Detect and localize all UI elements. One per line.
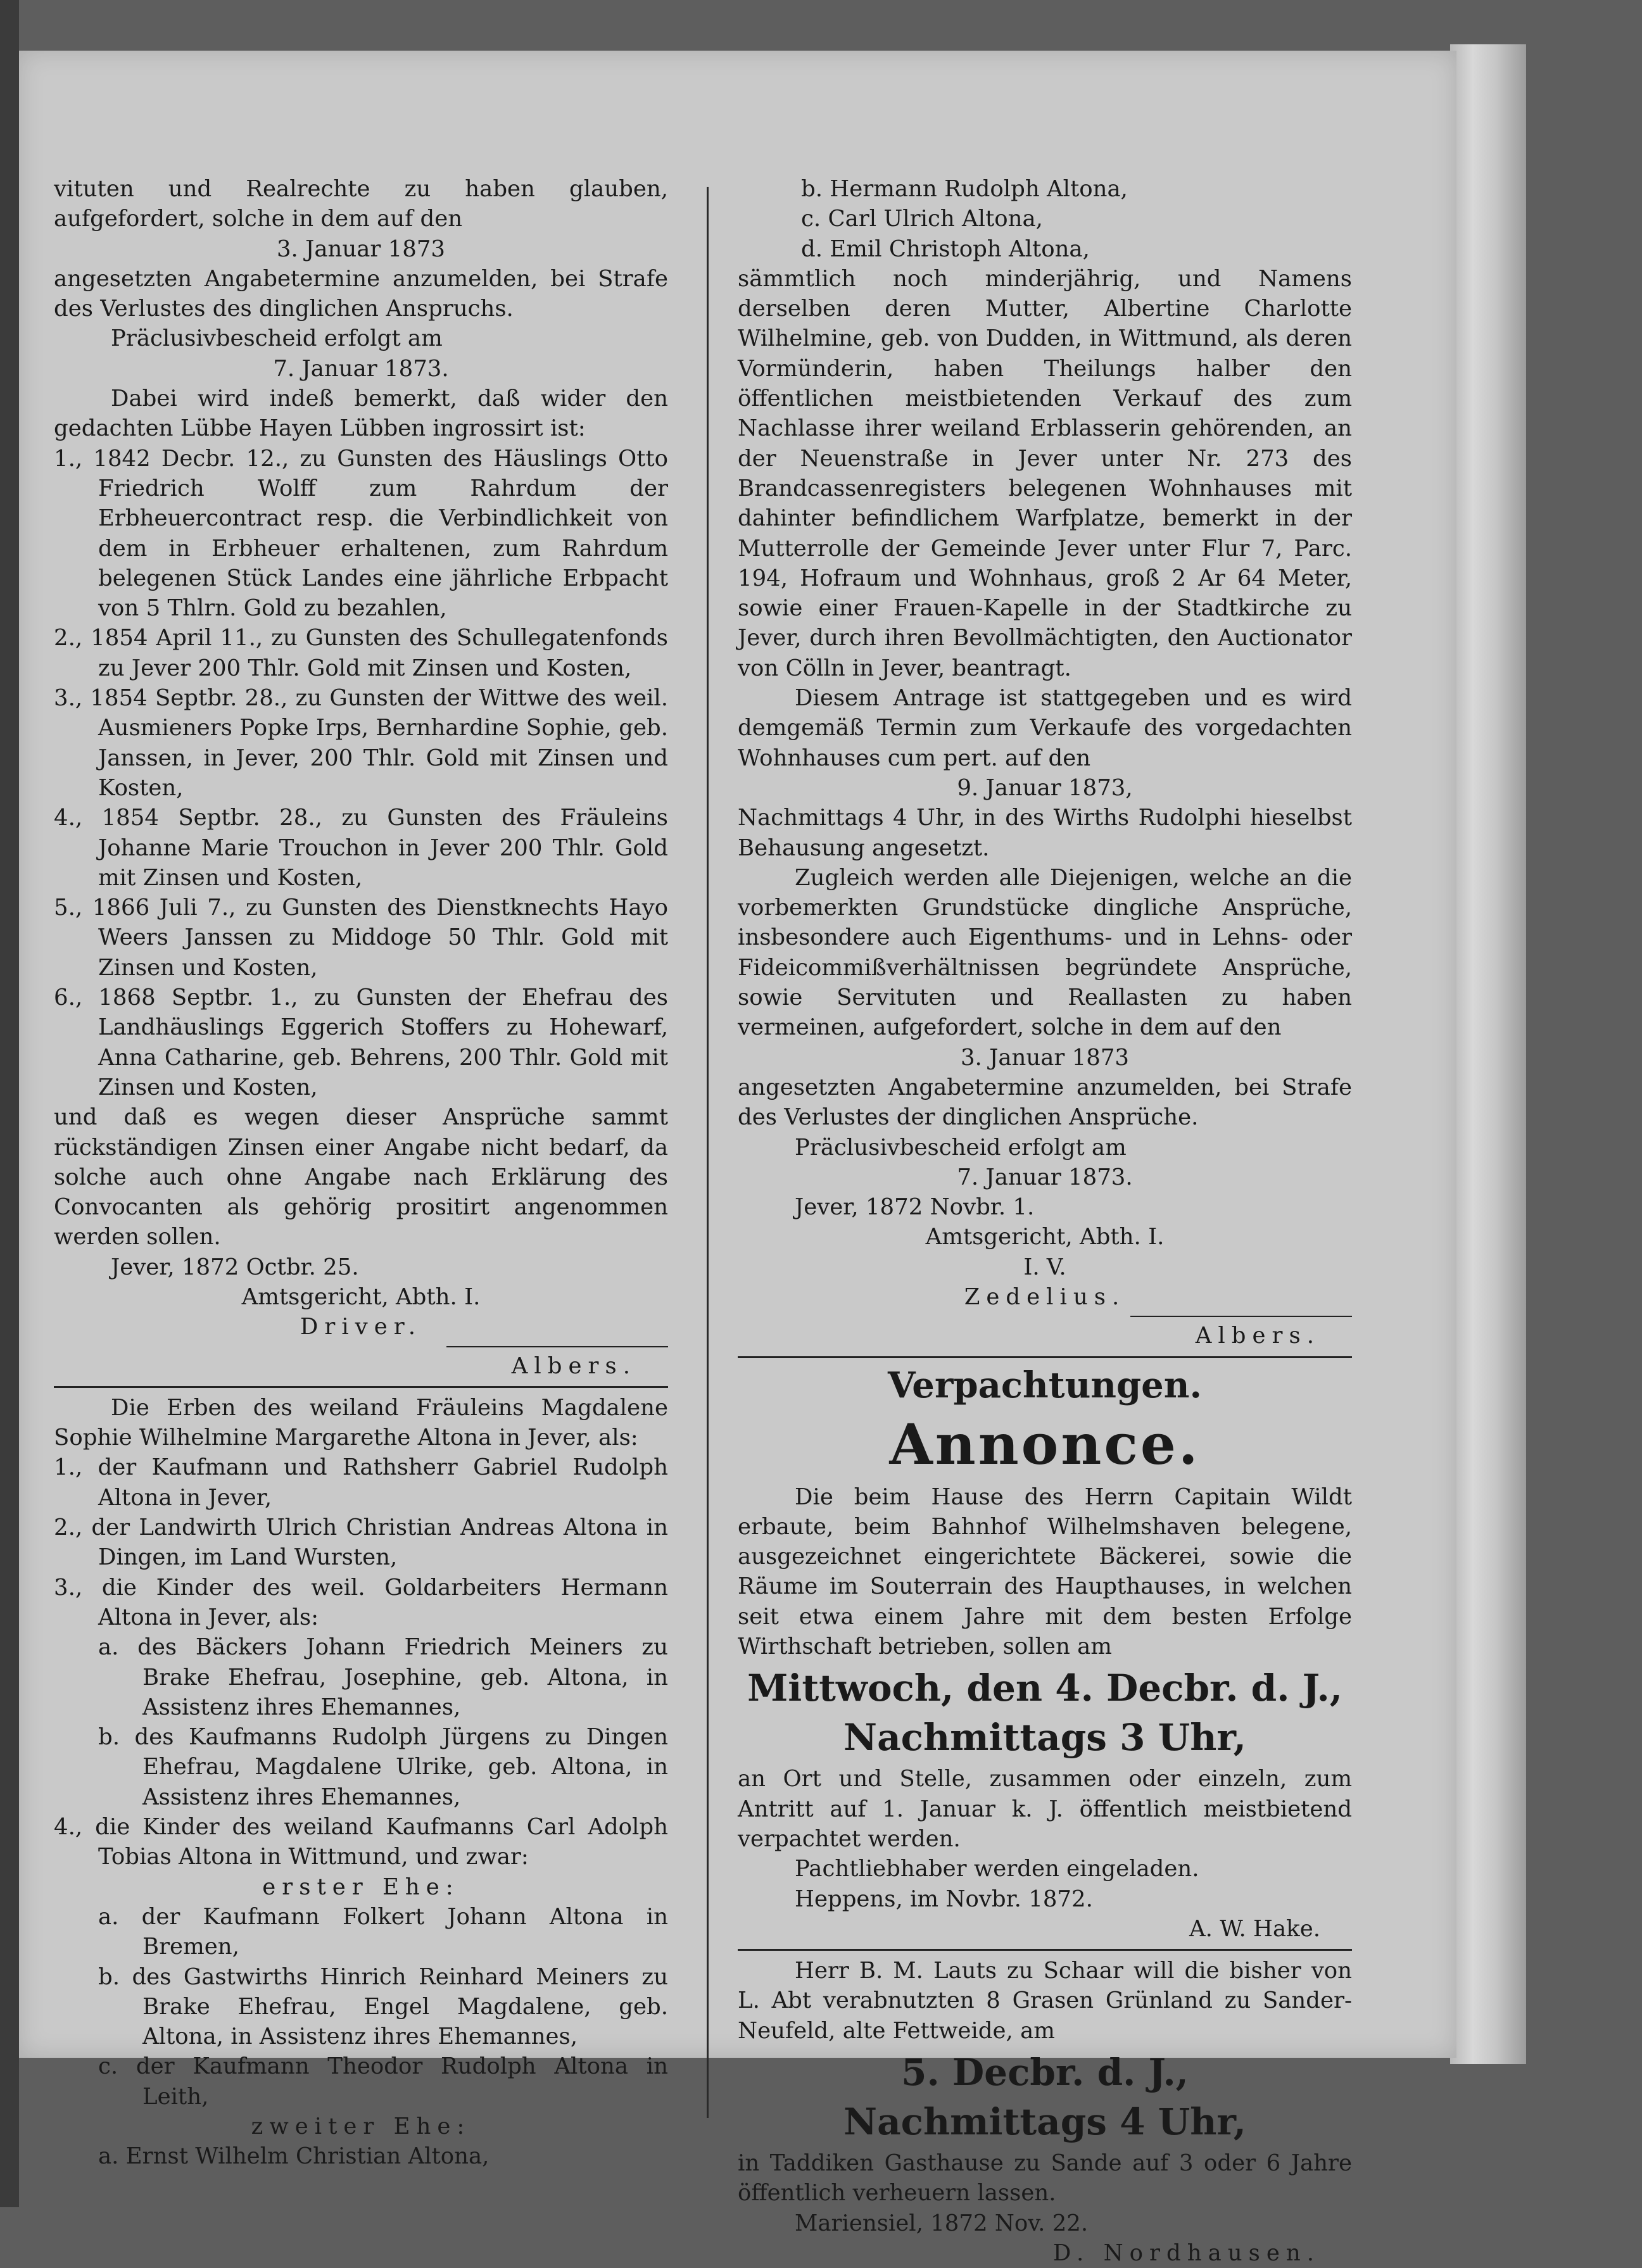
- notice-text: in Taddiken Gasthause zu Sande auf 3 oder 6 Jahre öffentlich verheuern lassen.: [738, 2150, 1352, 2207]
- list-item: 1., der Kaufmann und Rathsherr Gabriel Rudolph Altona in Jever,: [54, 1454, 668, 1511]
- list-item: b. des Gastwirths Hinrich Reinhard Meiners zu Brake Ehefrau, Engel Magdalene, geb. Altona, in Assistenz ihres Ehemannes,: [98, 1963, 668, 2050]
- list-item: 3., die Kinder des weil. Goldarbeiters Hermann Altona in Jever, als:: [54, 1574, 668, 1630]
- list-item: a. der Kaufmann Folkert Johann Altona in Bremen,: [98, 1903, 668, 1960]
- court-name: Amtsgericht, Abth. I.: [925, 1224, 1165, 1251]
- notice-text: Diesem Antrage ist stattgegeben und es wird demgemäß Termin zum Verkaufe des vorgedachten Wohnhauses cum pert. auf den: [738, 685, 1352, 771]
- list-item: 1., 1842 Decbr. 12., zu Gunsten des Häuslings Otto Friedrich Wolff zum Rahrdum der Erbheuercontract resp. die Verbindlichkeit von dem in Erbheuer erhaltenen, zum Rahrdum belegenen Stück Landes eine jährliche Erbpacht von 5 Thlrn. Gold zu bezahlen,: [54, 445, 668, 622]
- notice-text: Dabei wird indeß bemerkt, daß wider den gedachten Lübbe Hayen Lübben ingrossirt ist:: [54, 386, 668, 442]
- notice-text: Zugleich werden alle Diejenigen, welche an die vorbemerkten Grundstücke dingliche Ansprüche, insbesondere auch Eigenthums- und in Lehns- oder Fideicommißverhältnissen begründete Ansprüche, sowie Servituten und Reallasten zu haben vermeinen, aufgefordert, solche in dem auf den: [738, 864, 1352, 1041]
- section-rule: [54, 1386, 668, 1388]
- list-item: a. des Bäckers Johann Friedrich Meiners zu Brake Ehefrau, Josephine, geb. Altona, in Assistenz ihres Ehemannes,: [98, 1634, 668, 1720]
- list-item: 6., 1868 Septbr. 1., zu Gunsten der Ehefrau des Landhäuslings Eggerich Stoffers zu Hohewarf, Anna Catharine, geb. Behrens, 200 Thlr. Gold mit Zinsen und Kosten,: [54, 985, 668, 1100]
- date-line: 3. Januar 1873: [960, 1044, 1130, 1071]
- clerk-signature: Albers.: [511, 1352, 636, 1379]
- list-item: 3., 1854 Septbr. 28., zu Gunsten der Wittwe des weil. Ausmieners Popke Irps, Bernhardine Sophie, geb. Janssen, in Jever, 200 Thlr. Gold mit Zinsen und Kosten,: [54, 685, 668, 801]
- section-rule: [738, 1356, 1352, 1358]
- section-title: Verpachtungen.: [888, 1364, 1202, 1406]
- notice-text: angesetzten Angabetermine anzumelden, bei Strafe des Verlustes des dinglichen Anspruchs.: [54, 265, 668, 322]
- right-column: [738, 174, 1352, 2268]
- clerk-signature: Albers.: [1195, 1323, 1320, 1349]
- date-line: 3. Januar 1873: [276, 236, 446, 262]
- list-item: b. Hermann Rudolph Altona,: [801, 176, 1128, 202]
- annonce-heading: Annonce.: [889, 1411, 1201, 1477]
- deputy-mark: I. V.: [1023, 1254, 1066, 1280]
- list-item: 2., 1854 April 11., zu Gunsten des Schullegatenfonds zu Jever 200 Thlr. Gold mit Zinsen und Kosten,: [54, 625, 668, 681]
- place-date: Jever, 1872 Octbr. 25.: [111, 1254, 359, 1280]
- event-date: Mittwoch, den 4. Decbr. d. J.,: [747, 1666, 1342, 1710]
- notice-text: angesetzten Angabetermine anzumelden, bei Strafe des Verlustes der dinglichen Ansprüche.: [738, 1074, 1352, 1131]
- page-edge: [1450, 44, 1526, 2064]
- list-item: c. der Kaufmann Theodor Rudolph Altona in Leith,: [98, 2053, 668, 2110]
- list-item: c. Carl Ulrich Altona,: [801, 206, 1043, 232]
- notice-text: Präclusivbescheid erfolgt am: [795, 1134, 1127, 1161]
- subheading: zweiter Ehe:: [251, 2114, 471, 2139]
- event-time: Nachmittags 4 Uhr,: [843, 2100, 1246, 2144]
- list-item: 4., die Kinder des weiland Kaufmanns Carl Adolph Tobias Altona in Wittmund, und zwar:: [54, 1814, 668, 1870]
- notice-text: Präclusivbescheid erfolgt am: [111, 325, 443, 352]
- advertiser-signature: A. W. Hake.: [1189, 1915, 1320, 1942]
- date-line: 9. Januar 1873,: [957, 774, 1133, 801]
- date-line: 7. Januar 1873.: [273, 355, 449, 382]
- place-date: Mariensiel, 1872 Nov. 22.: [795, 2210, 1089, 2236]
- date-line: 7. Januar 1873.: [957, 1164, 1133, 1190]
- notice-text: Nachmittags 4 Uhr, in des Wirths Rudolphi hieselbst Behausung angesetzt.: [738, 805, 1352, 861]
- signature-rule: [446, 1346, 668, 1347]
- list-item: a. Ernst Wilhelm Christian Altona,: [98, 2143, 489, 2170]
- list-item: 4., 1854 Septbr. 28., zu Gunsten des Fräuleins Johanne Marie Trouchon in Jever 200 Thlr. Gold mit Zinsen und Kosten,: [54, 805, 668, 891]
- list-item: d. Emil Christoph Altona,: [801, 236, 1090, 262]
- column-divider: [707, 187, 709, 2118]
- notice-text: Pachtliebhaber werden eingeladen.: [795, 1856, 1199, 1882]
- judge-signature: Zedelius.: [964, 1283, 1126, 1310]
- event-time: Nachmittags 3 Uhr,: [843, 1716, 1246, 1760]
- notice-text: Die beim Hause des Herrn Capitain Wildt erbaute, beim Bahnhof Wilhelmshaven belegene, ausgezeichnet eingerichtete Bäckerei, sowie die Räume im Souterrain des Haupthauses, in welchen seit etwa einem Jahre mit dem besten Erfolge Wirthschaft betrieben, sollen am: [738, 1484, 1352, 1660]
- advertiser-signature: D. Nordhausen.: [1052, 2240, 1320, 2266]
- notice-text: Herr B. M. Lauts zu Schaar will die bisher von L. Abt verabnutzten 8 Grasen Grünland zu Sander-Neufeld, alte Fettweide, am: [738, 1958, 1352, 2044]
- book-binding: [0, 0, 19, 2207]
- subheading: erster Ehe:: [262, 1874, 460, 1900]
- notice-text: vituten und Realrechte zu haben glauben, aufgefordert, solche in dem auf den: [54, 176, 668, 232]
- notice-text: Die Erben des weiland Fräuleins Magdalene Sophie Wilhelmine Margarethe Altona in Jever, als:: [54, 1394, 668, 1451]
- court-name: Amtsgericht, Abth. I.: [241, 1283, 481, 1310]
- signature-rule: [1130, 1316, 1352, 1317]
- event-date: 5. Decbr. d. J.,: [901, 2051, 1189, 2095]
- place-date: Jever, 1872 Novbr. 1.: [795, 1194, 1035, 1221]
- notice-text: und daß es wegen dieser Ansprüche sammt rückständigen Zinsen einer Angabe nicht bedarf, da solche auch ohne Angabe nach Erklärung des Convocanten als gehörig prositirt angenommen werden sollen.: [54, 1104, 668, 1251]
- notice-text: sämmtlich noch minderjährig, und Namens derselben deren Mutter, Albertine Charlotte Wilhelmine, geb. von Dudden, in Wittmund, als deren Vormünderin, haben Theilungs halber den öffentlichen meistbietenden Verkauf des zum Nachlasse ihrer weiland Erblasserin gehörenden, an der Neuenstraße in Jever unter Nr. 273 des Brandcassenregisters belegenen Wohnhauses mit dahinter befindlichem Warfplatze, bemerkt in der Mutterrolle der Gemeinde Jever unter Flur 7, Parc. 194, Hofraum und Wohnhaus, groß 2 Ar 64 Meter, sowie einer Frauen-Kapelle in der Stadtkirche zu Jever, durch ihren Bevollmächtigten, den Auctionator von Cölln in Jever, beantragt.: [738, 265, 1352, 681]
- place-date: Heppens, im Novbr. 1872.: [795, 1886, 1093, 1912]
- list-item: 2., der Landwirth Ulrich Christian Andreas Altona in Dingen, im Land Wursten,: [54, 1515, 668, 1571]
- left-column: [54, 174, 668, 2172]
- section-rule: [738, 1949, 1352, 1951]
- judge-signature: Driver.: [300, 1314, 422, 1340]
- notice-text: an Ort und Stelle, zusammen oder einzeln, zum Antritt auf 1. Januar k. J. öffentlich meistbietend verpachtet werden.: [738, 1766, 1352, 1852]
- list-item: 5., 1866 Juli 7., zu Gunsten des Dienstknechts Hayo Weers Janssen zu Middoge 50 Thlr. Gold mit Zinsen und Kosten,: [54, 895, 668, 981]
- list-item: b. des Kaufmanns Rudolph Jürgens zu Dingen Ehefrau, Magdalene Ulrike, geb. Altona, in Assistenz ihres Ehemannes,: [98, 1724, 668, 1810]
